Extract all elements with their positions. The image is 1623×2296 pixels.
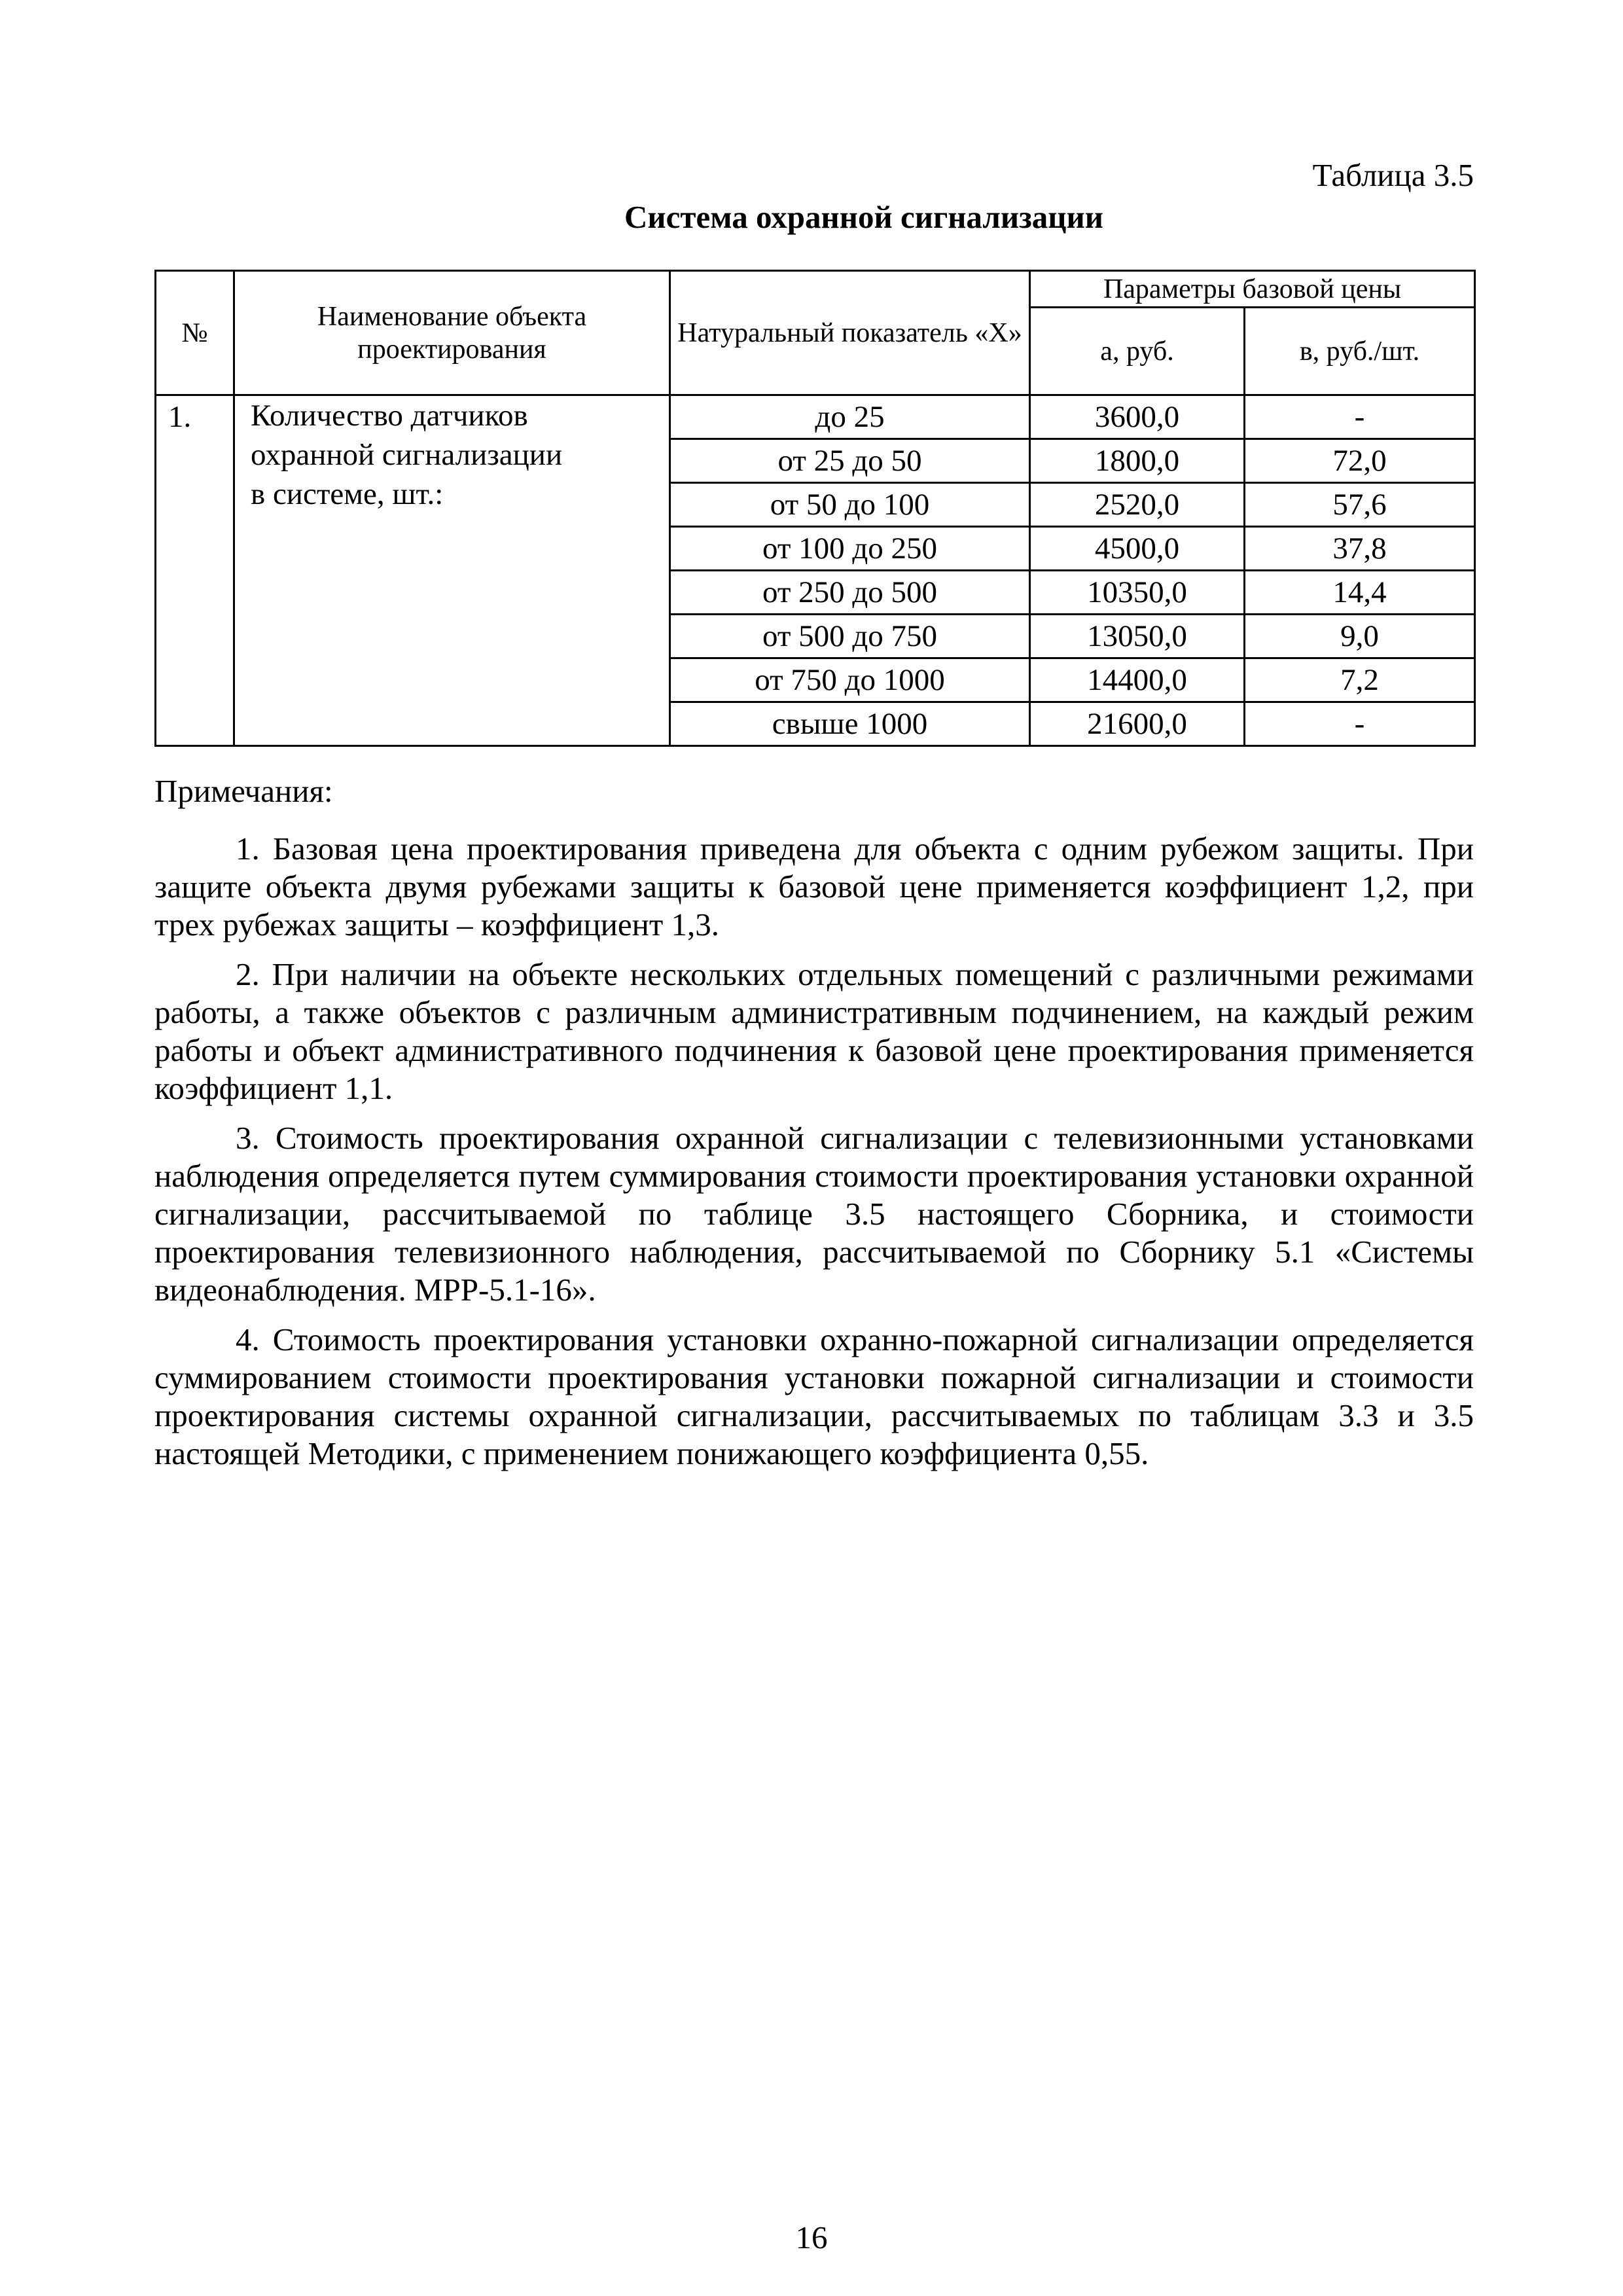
item-name: Количество датчиков охранной сигнализации в системе, шт.: <box>251 399 563 511</box>
param-a-cell: 13050,0 <box>1030 615 1245 658</box>
range-cell: свыше 1000 <box>670 702 1030 746</box>
range-cell: до 25 <box>670 395 1030 439</box>
header-number: № <box>156 271 234 395</box>
table-row <box>156 395 1475 439</box>
param-a-cell: 21600,0 <box>1030 702 1245 746</box>
range-cell: от 100 до 250 <box>670 527 1030 571</box>
param-b-cell: 14,4 <box>1245 571 1475 615</box>
range-cell: от 750 до 1000 <box>670 658 1030 702</box>
price-table-header <box>156 271 1475 395</box>
page-number: 16 <box>795 2219 828 2255</box>
range-cell: от 500 до 750 <box>670 615 1030 658</box>
param-a-cell: 1800,0 <box>1030 439 1245 483</box>
param-b-cell: 37,8 <box>1245 527 1475 571</box>
notes-heading: Примечания: <box>154 773 333 809</box>
param-a-cell: 3600,0 <box>1030 395 1245 439</box>
param-b-cell: 72,0 <box>1245 439 1475 483</box>
param-a-cell: 2520,0 <box>1030 483 1245 527</box>
param-b-cell: 57,6 <box>1245 483 1475 527</box>
note-paragraph: 2. При наличии на объекте нескольких отдельных помещений с различными режимами работы, а также объектов с различным административным подчинением, на каждый режим работы и объект административного подчинения к базовой цене проектирования применяется коэффициент 1,1. <box>154 956 1474 1106</box>
price-table <box>154 270 1476 747</box>
table-label: Таблица 3.5 <box>1312 157 1474 193</box>
notes-section <box>154 772 1474 1484</box>
param-a-cell: 4500,0 <box>1030 527 1245 571</box>
param-b-cell: 7,2 <box>1245 658 1475 702</box>
note-paragraph: 1. Базовая цена проектирования приведена для объекта с одним рубежом защиты. При защите объекта двумя рубежами защиты к базовой цене применяется коэффициент 1,2, при трех рубежах защиты – коэффициент 1,3. <box>154 831 1474 942</box>
header-param-a: а, руб. <box>1030 308 1245 395</box>
price-table-body <box>156 395 1475 746</box>
param-b-cell: - <box>1245 702 1475 746</box>
param-b-cell: - <box>1245 395 1475 439</box>
header-object-name: Наименование объекта проектирования <box>234 271 670 395</box>
table-title: Система охранной сигнализации <box>624 199 1103 235</box>
header-param-b: в, руб./шт. <box>1245 308 1475 395</box>
range-cell: от 50 до 100 <box>670 483 1030 527</box>
item-name-cell <box>234 395 670 746</box>
header-base-price-params: Параметры базовой цены <box>1030 271 1475 308</box>
param-a-cell: 14400,0 <box>1030 658 1245 702</box>
param-b-cell: 9,0 <box>1245 615 1475 658</box>
range-cell: от 25 до 50 <box>670 439 1030 483</box>
note-paragraph: 3. Стоимость проектирования охранной сигнализации с телевизионными установками наблюдения определяется путем суммирования стоимости проектирования установки охранной сигнализации, рассчитываемой по таблице 3.5 настоящего Сборника, и стоимости проектирования телевизионного наблюдения, рассчитываемой по Сборнику 5.1 «Системы видеонаблюдения. МРР-5.1-16». <box>154 1120 1474 1308</box>
header-natural-indicator: Натуральный показатель «Х» <box>670 271 1030 395</box>
param-a-cell: 10350,0 <box>1030 571 1245 615</box>
note-paragraph: 4. Стоимость проектирования установки охранно-пожарной сигнализации определяется суммированием стоимости проектирования установки пожарной сигнализации и стоимости проектирования системы охранной сигнализации, рассчитываемых по таблицам 3.3 и 3.5 настоящей Методики, с применением понижающего коэффициента 0,55. <box>154 1321 1474 1471</box>
item-number: 1. <box>156 395 234 746</box>
range-cell: от 250 до 500 <box>670 571 1030 615</box>
